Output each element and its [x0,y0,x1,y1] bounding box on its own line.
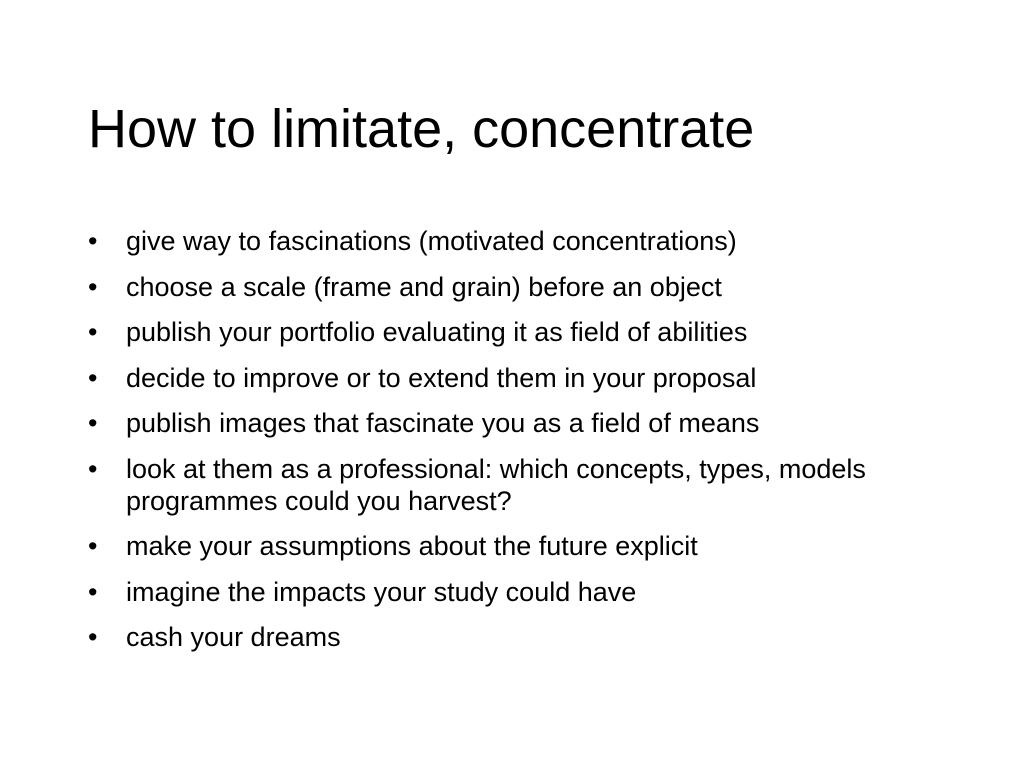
bullet-list [88,225,988,667]
bullet-dot-icon: • [88,531,98,561]
bullet-text: cash your dreams [126,622,341,652]
bullet-dot-icon: • [88,576,98,607]
bullet-item [88,316,988,348]
bullet-dot-icon: • [88,317,98,347]
bullet-item [88,271,988,303]
bullet-text: imagine the impacts your study could have [126,576,637,607]
bullet-dot-icon: • [88,362,98,393]
bullet-dot-icon: • [88,622,98,652]
bullet-item [88,576,988,608]
bullet-text: publish your portfolio evaluating it as field of abilities [126,317,748,347]
bullet-item [88,407,988,439]
bullet-dot-icon: • [88,453,98,484]
bullet-item [88,453,988,517]
bullet-dot-icon: • [88,408,98,438]
bullet-item [88,530,988,562]
bullet-text: look at them as a professional: which concepts, types, models programmes could you harvest? [126,453,866,516]
bullet-dot-icon: • [88,226,98,256]
bullet-text: choose a scale (frame and grain) before an object [126,271,722,302]
bullet-text: decide to improve or to extend them in your proposal [126,362,757,393]
bullet-text: give way to fascinations (motivated concentrations) [126,226,737,256]
bullet-dot-icon: • [88,271,98,302]
bullet-item [88,225,988,257]
bullet-item [88,362,988,394]
bullet-item [88,621,988,653]
bullet-text: make your assumptions about the future explicit [126,531,698,561]
slide-title: How to limitate, concentrate [88,99,755,159]
bullet-text: publish images that fascinate you as a field of means [126,408,760,438]
